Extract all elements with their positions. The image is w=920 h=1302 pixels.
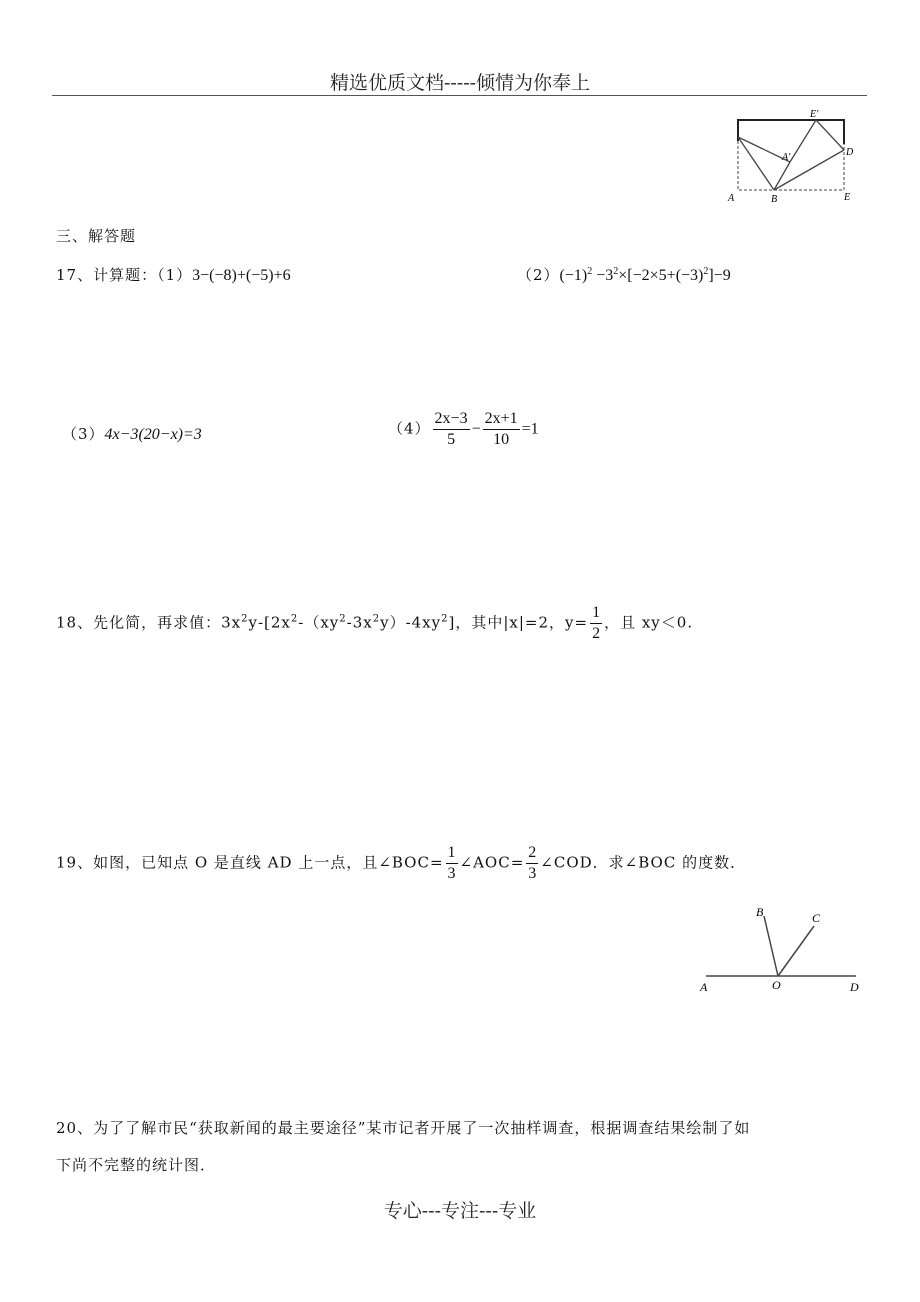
q19-line <box>56 843 746 884</box>
q17-p2-exp2: 2 <box>613 266 619 277</box>
q17-p2-exp1: 2 <box>587 266 593 277</box>
q18-line <box>56 603 693 644</box>
q17-p4 <box>388 409 539 450</box>
q18-sup4: 2 <box>372 613 381 625</box>
label-o: O <box>772 978 781 992</box>
q19-text-a: 19、如图，已知点 O 是直线 AD 上一点，且∠BOC= <box>56 853 444 872</box>
q17-p4-frac2 <box>483 409 520 450</box>
q18-sup1: 2 <box>241 613 249 625</box>
label-d: D <box>846 147 854 158</box>
q18-frac-den: 2 <box>592 625 601 642</box>
q17-p4-minus: − <box>471 420 481 438</box>
q18-text-g: ，且 xy＜0. <box>604 613 694 632</box>
label-a-prime: A' <box>782 152 791 163</box>
q18-text-e: y）-4xy <box>380 613 442 632</box>
q19-frac1-num: 1 <box>446 843 458 864</box>
q19-frac2-num: 2 <box>526 843 538 864</box>
label-e-prime: E' <box>810 109 819 120</box>
header-rule <box>52 95 867 96</box>
q18-sup3: 2 <box>339 613 347 625</box>
q18-sup2: 2 <box>290 613 299 625</box>
q19-frac2-den: 3 <box>528 865 537 882</box>
q17-p3-expr: 4x−3(20−x)=3 <box>104 426 202 443</box>
angle-figure <box>692 902 872 998</box>
q17-p4-frac1 <box>433 409 470 450</box>
folded-rectangle-figure <box>722 104 862 206</box>
label-d: D <box>850 980 859 994</box>
q18-text-c: -（xy <box>298 613 340 632</box>
q18-text-b: y-[2x <box>248 613 291 632</box>
q17-p2-expr-c: ×[−2×5+(−3) <box>618 267 704 284</box>
q17-p2-expr-d: ]−9 <box>708 267 731 284</box>
q17-p3 <box>62 423 202 444</box>
q18-frac-num: 1 <box>590 603 602 624</box>
q18-text-d: -3x <box>346 613 373 632</box>
q17-p1-label: （1） <box>157 266 193 284</box>
page-footer: 专心---专注---专业 <box>383 1200 537 1222</box>
page-header: 精选优质文档-----倾情为你奉上 <box>329 72 591 94</box>
q17-p2-label: （2） <box>517 266 560 284</box>
q19-frac1-den: 3 <box>447 865 456 882</box>
q20-line1: 20、为了了解市民“获取新闻的最主要途径”某市记者开展了一次抽样调查，根据调查结果绘制了如 <box>56 1119 751 1137</box>
q17-p4-rhs: =1 <box>521 420 539 438</box>
q17-label: 17、计算题： <box>56 266 158 284</box>
q18-text-a: 18、先化简，再求值：3x <box>56 613 242 632</box>
q18-sup5: 2 <box>441 613 449 625</box>
q17-p3-label: （3） <box>62 425 105 443</box>
q18-frac <box>590 603 602 644</box>
q17-p4-frac2-den: 10 <box>493 431 510 448</box>
label-b: B <box>756 905 764 919</box>
q17-p2-exp3: 2 <box>703 266 709 277</box>
q18-text-f: ]，其中|x|=2，y= <box>448 613 589 632</box>
q17-line1 <box>56 264 291 285</box>
q17-p2 <box>517 264 731 285</box>
q19-frac1 <box>446 843 458 884</box>
q17-p2-expr-b: −3 <box>592 267 614 284</box>
q17-p4-frac2-num: 2x+1 <box>483 409 520 430</box>
section-title: 三、解答题 <box>56 227 137 245</box>
label-c: C <box>812 911 821 925</box>
label-e: E <box>844 192 851 203</box>
q19-text-c: ∠COD．求∠BOC 的度数． <box>540 853 747 872</box>
q17-p2-expr-a: (−1) <box>559 267 588 284</box>
q17-p4-frac1-den: 5 <box>447 431 456 448</box>
label-a: A <box>728 193 735 204</box>
label-a: A <box>700 980 708 994</box>
q17-p1-expr: 3−(−8)+(−5)+6 <box>192 267 291 284</box>
q17-p4-frac1-num: 2x−3 <box>433 409 470 430</box>
label-b: B <box>771 194 778 205</box>
q19-frac2 <box>526 843 538 884</box>
q20-line2: 下尚不完整的统计图． <box>56 1156 217 1174</box>
q17-p4-label: （4） <box>388 419 431 438</box>
q19-text-b: ∠AOC= <box>459 853 525 872</box>
